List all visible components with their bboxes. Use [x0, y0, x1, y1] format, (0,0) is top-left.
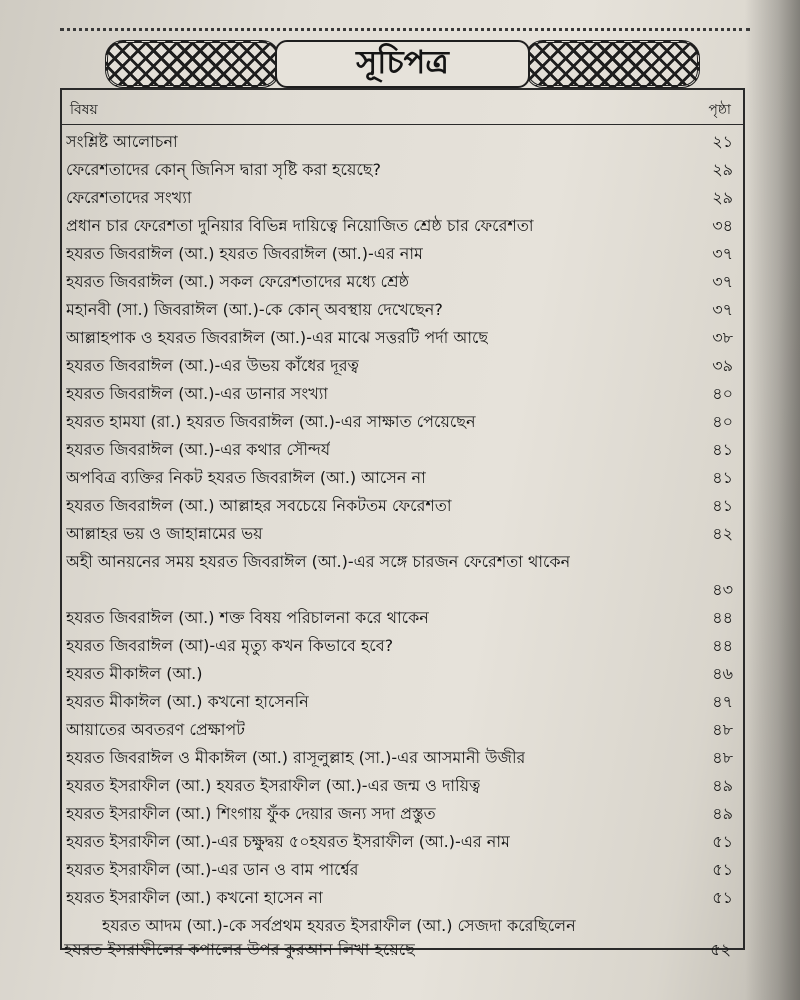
entry-title: হযরত জিবরাঈল (আ.)-এর কথার সৌন্দর্য	[66, 440, 331, 459]
toc-entry	[62, 522, 747, 548]
table-of-contents	[60, 88, 745, 950]
toc-entry	[62, 774, 747, 800]
entry-title: হযরত হামযা (রা.) হযরত জিবরাঈল (আ.)-এর সাক্ষাত পেয়েছেন	[66, 412, 476, 431]
entry-page: ৪৮	[712, 748, 733, 767]
entry-title: অপবিত্র ব্যক্তির নিকট হযরত জিবরাঈল (আ.) আসেন না	[66, 468, 426, 487]
toc-entry	[62, 914, 747, 940]
toc-entry	[62, 438, 747, 464]
toc-entry	[62, 130, 747, 156]
entry-page: ২৯	[712, 160, 733, 179]
entry-page: ৪১	[712, 440, 733, 459]
toc-entry	[62, 214, 747, 240]
toc-entry	[62, 606, 747, 632]
page-title: সূচিপত্র	[275, 40, 530, 88]
entry-title: হযরত জিবরাঈল (আ.) আল্লাহর সবচেয়ে নিকটতম ফেরেশতা	[66, 496, 452, 515]
toc-entry	[62, 242, 747, 268]
entry-title: হযরত মীকাঈল (আ.)	[66, 664, 203, 683]
entry-title: সংশ্লিষ্ট আলোচনা	[66, 132, 178, 151]
toc-entry	[62, 746, 747, 772]
entry-page: ৪৯	[712, 804, 733, 823]
entry-title: আয়াতের অবতরণ প্রেক্ষাপট	[66, 720, 245, 739]
toc-entry	[62, 858, 747, 884]
entry-title: হযরত ইসরাফীল (আ.) হযরত ইসরাফীল (আ.)-এর জন্ম ও দায়িত্ব	[66, 776, 481, 795]
entry-page: ৪১	[712, 468, 733, 487]
entry-title: ফেরেশতাদের সংখ্যা	[66, 188, 192, 207]
entry-title: হযরত ইসরাফীল (আ.) কখনো হাসেন না	[66, 888, 323, 907]
entry-page: ৩৪	[712, 216, 733, 235]
toc-entry	[62, 886, 747, 912]
entry-page: ৫১	[712, 860, 733, 879]
toc-entry	[62, 662, 747, 688]
toc-entry	[62, 494, 747, 520]
toc-entry	[62, 830, 747, 856]
entry-title: হযরত ইসরাফীল (আ.)-এর ডান ও বাম পার্শ্বের	[66, 860, 359, 879]
entry-page: ৪০	[712, 384, 733, 403]
entry-page: ৪৩	[712, 580, 733, 599]
entry-page: ৪০	[712, 412, 733, 431]
toc-entry	[62, 326, 747, 352]
entry-title: হযরত জিবরাঈল (আ)-এর মৃত্যু কখন কিভাবে হবে?	[66, 636, 394, 655]
toc-entry	[62, 802, 747, 828]
entry-title: আল্লাহপাক ও হযরত জিবরাঈল (আ.)-এর মাঝে সত্তরটি পর্দা আছে	[66, 328, 489, 347]
entry-title: প্রধান চার ফেরেশতা দুনিয়ার বিভিন্ন দায়িত্বে নিয়োজিত শ্রেষ্ঠ চার ফেরেশতা	[66, 216, 534, 235]
toc-entry	[60, 938, 745, 964]
entry-title: হযরত জিবরাঈল (আ.) সকল ফেরেশতাদের মধ্যে শ্রেষ্ঠ	[66, 272, 410, 291]
entry-page: ৩৭	[712, 244, 733, 263]
entry-title: হযরত জিবরাঈল ও মীকাঈল (আ.) রাসূলুল্লাহ (সা.)-এর আসমানী উজীর	[66, 748, 526, 767]
toc-entry	[62, 718, 747, 744]
toc-entry	[62, 186, 747, 212]
entry-page: ২৯	[712, 188, 733, 207]
entry-page: ৪৪	[712, 636, 733, 655]
entry-page: ৪৭	[712, 692, 733, 711]
entry-page: ৪৬	[712, 664, 733, 683]
entry-title: হযরত ইসরাফীল (আ.) শিংগায় ফুঁক দেয়ার জন্য সদা প্রস্তুত	[66, 804, 436, 823]
entry-page: ৪২	[712, 524, 733, 543]
entry-title: হযরত জিবরাঈল (আ.)-এর উভয় কাঁধের দূরত্ব	[66, 356, 359, 375]
toc-entry	[62, 382, 747, 408]
header-rule	[62, 124, 743, 125]
entry-title: হযরত ইসরাফীলের কপালের উপর কুরআন লিখা হয়েছে	[64, 940, 415, 959]
entry-page: ৩৭	[712, 272, 733, 291]
toc-entry	[62, 354, 747, 380]
entry-title: হযরত জিবরাঈল (আ.)-এর ডানার সংখ্যা	[66, 384, 329, 403]
entry-page: ৩৮	[712, 328, 733, 347]
toc-entry	[62, 270, 747, 296]
entry-title: অহী আনয়নের সময় হযরত জিবরাঈল (আ.)-এর সঙ্গে চারজন ফেরেশতা থাকেন	[66, 552, 571, 571]
dotted-divider	[60, 28, 750, 31]
page-edge-shadow	[745, 0, 800, 1000]
toc-entry	[62, 410, 747, 436]
entry-page: ৪৮	[712, 720, 733, 739]
entry-title: মহানবী (সা.) জিবরাঈল (আ.)-কে কোন্ অবস্থায় দেখেছেন?	[66, 300, 443, 319]
entry-title: আল্লাহর ভয় ও জাহান্নামের ভয়	[66, 524, 263, 543]
toc-entry	[62, 634, 747, 660]
entry-title: হযরত জিবরাঈল (আ.) শক্ত বিষয় পরিচালনা করে থাকেন	[66, 608, 429, 627]
entry-title: ফেরেশতাদের কোন্ জিনিস দ্বারা সৃষ্টি করা হয়েছে?	[66, 160, 381, 179]
toc-entry	[62, 690, 747, 716]
entry-title: হযরত মীকাঈল (আ.) কখনো হাসেননি	[66, 692, 309, 711]
entry-page: ৪৪	[712, 608, 733, 627]
entry-title: হযরত আদম (আ.)-কে সর্বপ্রথম হযরত ইসরাফীল (আ.) সেজদা করেছিলেন	[102, 916, 576, 935]
entry-page: ৫১	[712, 888, 733, 907]
page-column-header: পৃষ্ঠা	[708, 102, 731, 118]
entry-page: ৩৭	[712, 300, 733, 319]
toc-entry	[62, 550, 747, 604]
entry-page: ৩৯	[712, 356, 733, 375]
entry-title: হযরত জিবরাঈল (আ.) হযরত জিবরাঈল (আ.)-এর নাম	[66, 244, 423, 263]
entry-page: ৪৯	[712, 776, 733, 795]
entry-title: হযরত ইসরাফীল (আ.)-এর চক্ষুদ্বয় ৫০হযরত ইসরাফীল (আ.)-এর নাম	[66, 832, 510, 851]
toc-entry	[62, 158, 747, 184]
ornament-right-icon	[525, 40, 700, 88]
entry-page: ৫১	[712, 832, 733, 851]
entry-page: ৪১	[712, 496, 733, 515]
entry-page: ৫২	[710, 940, 731, 959]
ornament-left-icon	[105, 40, 280, 88]
entry-page: ২১	[712, 132, 733, 151]
title-banner	[105, 40, 700, 88]
toc-entry	[62, 466, 747, 492]
toc-entry	[62, 298, 747, 324]
subject-column-header: বিষয়	[70, 102, 98, 118]
